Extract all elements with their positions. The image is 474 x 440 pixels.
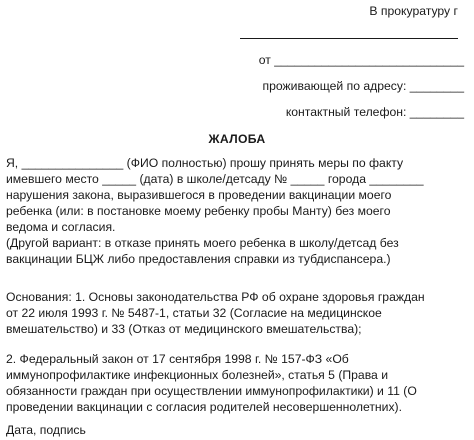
paragraph-line: Я, _______________ (ФИО полностью) прошу принять меры по факту [6, 156, 404, 170]
paragraph-line: Основания: 1. Основы законодательства РФ об охране здоровья граждан [6, 290, 425, 304]
paragraph-line: иммунопрофилактике инфекционных болезней», статья 5 (Права и [6, 368, 389, 382]
paragraph-grounds [6, 289, 470, 337]
paragraph-line: проведении вакцинации с согласия родителей несовершеннолетних). [6, 400, 402, 414]
paragraph-line: 2. Федеральный закон от 17 сентября 1998 г. № 157-ФЗ «Об [6, 352, 349, 366]
paragraph-line: (Другой вариант: в отказе принять моего ребенка в школу/детсад без [6, 236, 399, 250]
paragraph-federal-law [6, 351, 470, 415]
document-title: ЖАЛОБА [208, 132, 266, 146]
paragraph-line: вмешательство) и 33 (Отказ от медицинского вмешательства); [6, 322, 362, 336]
paragraph-line: обязанности граждан при осуществлении иммунопрофилактики) и 11 (О [6, 384, 417, 398]
paragraph-line: имевшего место _____ (дата) в школе/детсаду № _____ города ________ [6, 172, 424, 186]
paragraph-line: нарушения закона, выразившегося в проведении вакцинации моего [6, 188, 392, 202]
phone-line: контактный телефон: ________ [285, 105, 464, 119]
addressee-blank-line [240, 28, 458, 39]
addressee-line: В прокуратуру г [369, 4, 458, 18]
paragraph-line: ребенка (или: в постановке моему ребенку пробы Манту) без моего [6, 204, 391, 218]
paragraph-request [6, 155, 470, 235]
paragraph-line: ведома и согласия. [6, 220, 116, 234]
sender-line: от ____________________________ [258, 53, 464, 67]
paragraph-line: от 22 июля 1993 г. № 5487-1, статьи 32 (Согласие на медицинское [6, 306, 382, 320]
signature-line [6, 422, 470, 438]
paragraph-alternative [6, 235, 470, 267]
paragraph-line: Дата, подпись [6, 423, 86, 437]
paragraph-line: вакцинации БЦЖ либо предоставления справки из тубдиспансера.) [6, 252, 391, 266]
address-line: проживающей по адресу: ________ [262, 79, 464, 93]
